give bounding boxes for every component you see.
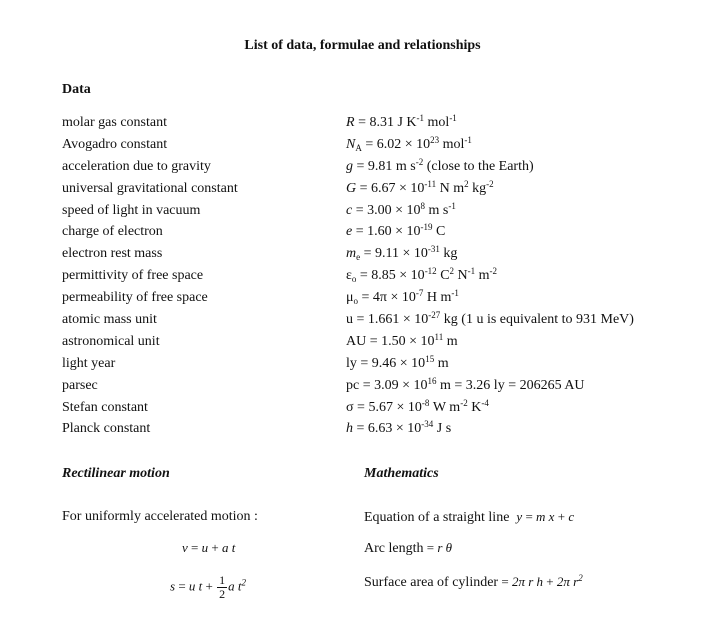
constant-value: $u = 1.661 \times 10^{-27}$ kg (1 u is equivalent to 931 MeV) — [346, 310, 634, 328]
straight-line-row: Equation of a straight line y = m x + c — [364, 509, 575, 525]
constant-value: $\sigma = 5.67 \times 10^{-8}$ W $m^{-2}$ $K^{-4}$ — [346, 397, 489, 415]
table-row — [62, 421, 702, 443]
constant-name: Avogadro constant — [62, 136, 168, 152]
constant-value: $\mu_o = 4\pi \times 10^{-7}$ H $m^{-1}$ — [346, 288, 459, 307]
constant-value: $N_A = 6.02 \times 10^{23}$ mol$^{-1}$ — [346, 134, 472, 153]
mathematics-heading: Mathematics — [364, 466, 439, 481]
table-row — [62, 156, 702, 181]
constant-value: pc = $3.09 \times 10^{16}$ m = 3.26 ly = 206265 AU — [346, 375, 585, 393]
table-row — [62, 178, 702, 203]
constant-value: ly = $9.46 \times 10^{15}$ m — [346, 353, 449, 371]
constant-name: speed of light in vacuum — [62, 202, 201, 218]
constant-name: Stefan constant — [62, 399, 148, 415]
constant-name: permittivity of free space — [62, 268, 204, 284]
constant-name: light year — [62, 355, 116, 371]
constant-name: permeability of free space — [62, 290, 208, 306]
constant-value: g = 9.81 m $s^{-2}$ (close to the Earth) — [346, 156, 534, 174]
constant-name: acceleration due to gravity — [62, 158, 211, 174]
constant-name: atomic mass unit — [62, 312, 157, 328]
table-row — [62, 246, 702, 268]
cylinder-area-equation: = 2π r h + 2π $r^2$ — [498, 573, 583, 589]
constant-value: R = 8.31 J $K^{-1}$ mol$^{-1}$ — [346, 113, 457, 130]
fraction: $\frac{1}{2}$ — [219, 573, 226, 601]
page-title: List of data, formulae and relationships — [244, 38, 481, 53]
constant-name: charge of electron — [62, 224, 163, 240]
table-row — [62, 397, 702, 422]
constant-value: $e = 1.60 \times 10^{-19}$ C — [346, 222, 446, 240]
table-row — [62, 115, 702, 137]
constants-table — [62, 115, 702, 443]
table-row — [62, 290, 702, 312]
velocity-equation: v = u + a t — [182, 540, 236, 555]
constant-name: electron rest mass — [62, 246, 163, 262]
uniform-motion-intro: For uniformly accelerated motion : — [62, 509, 258, 524]
table-row — [62, 353, 702, 378]
table-row — [62, 331, 702, 356]
constant-value: $h = 6.63 \times 10^{-34}$ J s — [346, 419, 452, 437]
constant-value: AU = $1.50 \times 10^{11}$ m — [346, 331, 458, 349]
cylinder-area-row: Surface area of cylinder = 2π r h + 2π $r^2$ — [364, 573, 583, 590]
constant-value: $c = 3.00 \times 10^8$ m $s^{-1}$ — [346, 200, 456, 218]
straight-line-equation: y = m x + c — [516, 509, 575, 524]
arc-length-equation: = r θ — [423, 540, 453, 555]
constant-value: $\varepsilon_o = 8.85 \times 10^{-12}$ $C^2$ $N^{-1}$ $m^{-2}$ — [346, 266, 498, 285]
table-row — [62, 200, 702, 225]
constant-name: Planck constant — [62, 421, 151, 437]
constant-value: $G = 6.67 \times 10^{-11}$ N $m^2$ $kg^{-2}$ — [346, 178, 494, 196]
constant-name: molar gas constant — [62, 115, 167, 130]
table-row — [62, 375, 702, 400]
data-heading: Data — [62, 82, 91, 97]
table-row — [62, 224, 702, 246]
table-row — [62, 268, 702, 290]
displacement-equation: s = u t + $\frac{1}{2}$ a $t^2$ — [170, 573, 246, 601]
rectilinear-motion-heading: Rectilinear motion — [62, 466, 170, 481]
table-row — [62, 134, 702, 159]
table-row — [62, 312, 702, 334]
constant-name: parsec — [62, 377, 98, 393]
constant-value: $m_e = 9.11 \times 10^{-31}$ kg — [346, 244, 458, 263]
constant-name: astronomical unit — [62, 333, 160, 349]
arc-length-row: Arc length = r θ — [364, 540, 453, 556]
constant-name: universal gravitational constant — [62, 180, 238, 196]
